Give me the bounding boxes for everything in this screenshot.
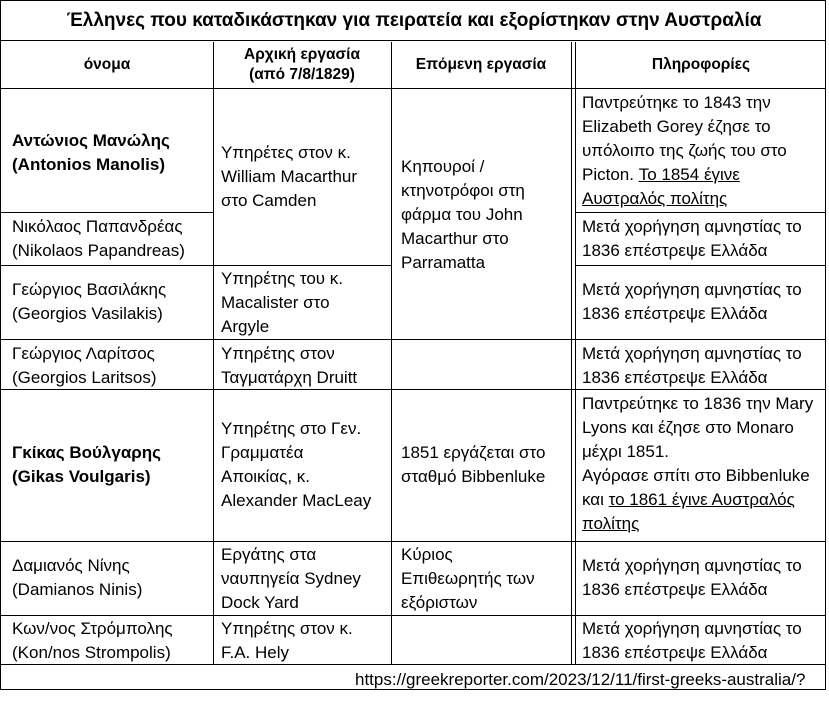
column-divider <box>575 42 576 665</box>
row1-citizenship-text: Το 1854 έγινε <box>638 165 740 184</box>
header-next-job: Επόμενη εργασία <box>415 56 547 73</box>
row1-info-line: Elizabeth Gorey έζησε το <box>582 117 771 136</box>
row4-initial-job-line: Υπηρέτης στον <box>221 344 335 363</box>
row5-info-line: μέχρι 1851. <box>582 442 670 461</box>
row7-name-latin: (Kon/nos Strompolis) <box>12 643 171 662</box>
header-name: όνομα <box>83 56 131 73</box>
row3-name-greek: Γεώργιος Βασιλάκης <box>12 280 167 299</box>
row6-next-job-line: Επιθεωρητής των <box>401 569 535 588</box>
row6-name-greek: Δαμιανός Νίνης <box>12 556 130 575</box>
row5-initial-job-line: Αποικίας, κ. <box>221 467 311 486</box>
row5-info-text: και <box>582 490 609 509</box>
column-divider <box>391 42 392 665</box>
row1-info-line: Παντρεύτηκε το 1843 την <box>582 93 771 112</box>
row7-initial-job-line: F.A. Hely <box>221 643 290 662</box>
row1-info-text: Picton. <box>582 165 639 184</box>
row3-initial-job-line: Argyle <box>221 317 270 336</box>
column-divider <box>213 42 214 665</box>
row5-initial-job-line: Alexander MacLeay <box>221 491 372 510</box>
column-divider <box>571 42 572 665</box>
row6-initial-job-line: ναυπηγεία Sydney <box>221 569 361 588</box>
row6-initial-job-line: Dock Yard <box>221 593 299 612</box>
row1-info-line4 <box>582 163 740 187</box>
row5-name-greek: Γκίκας Βούλγαρης <box>12 443 162 462</box>
row3-info-line: 1836 επέστρεψε Ελλάδα <box>582 304 768 323</box>
merged-next-job-line: κτηνοτρόφοι στη <box>401 181 525 200</box>
merged-initial-job-line: William Macarthur <box>221 167 358 186</box>
row6-info-line: 1836 επέστρεψε Ελλάδα <box>582 580 768 599</box>
row5-citizenship-text: πολίτης <box>582 514 640 533</box>
row4-info-line: 1836 επέστρεψε Ελλάδα <box>582 368 768 387</box>
row5-info-line: Παντρεύτηκε το 1836 την Mary <box>582 394 814 413</box>
row2-info-line: 1836 επέστρεψε Ελλάδα <box>582 241 768 260</box>
row5-name-latin: (Gikas Voulgaris) <box>12 467 151 486</box>
merged-next-job-line: Κηπουροί / <box>401 157 485 176</box>
row5-info-line: Lyons και έζησε στο Monaro <box>582 418 794 437</box>
row7-initial-job-line: Υπηρέτης στον κ. <box>221 619 353 638</box>
header-initial-job <box>213 42 391 88</box>
row2-info-line: Μετά χορήγηση αμνηστίας το <box>582 217 802 236</box>
row6-next-job-line: εξόριστων <box>401 593 478 612</box>
source-url: https://greekreporter.com/2023/12/11/first-greeks-australia/? <box>355 670 806 689</box>
row7-info-line: Μετά χορήγηση αμνηστίας το <box>582 619 802 638</box>
row-divider <box>1 541 826 542</box>
merged-initial-job-line: στο Camden <box>221 191 317 210</box>
row3-initial-job-line: Macalister στο <box>221 293 330 312</box>
merged-next-job-line: φάρμα του John <box>401 205 523 224</box>
row4-initial-job-line: Ταγματάρχη Druitt <box>221 368 358 387</box>
row5-info-line: Αγόρασε σπίτι στο Bibbenluke <box>582 466 810 485</box>
merged-next-job-line: Parramatta <box>401 253 486 272</box>
row1-name-greek: Αντώνιος Μανώλης <box>12 131 170 150</box>
row6-initial-job-line: Εργάτης στα <box>221 545 317 564</box>
row5-info-line5 <box>582 488 795 512</box>
row-divider <box>1 212 213 213</box>
row5-initial-job-line: Υπηρέτης στο Γεν. <box>221 419 362 438</box>
header-initial-job-line1: Αρχική εργασία <box>244 46 360 63</box>
row4-name-greek: Γεώργιος Λαρίτσος <box>12 344 155 363</box>
header-initial-job-line2: (από 7/8/1829) <box>249 66 355 83</box>
row5-next-job-line: 1851 εργάζεται στο <box>401 443 546 462</box>
header-info: Πληροφορίες <box>651 56 751 73</box>
row-divider <box>575 265 826 266</box>
row2-name-latin: (Nikolaos Papandreas) <box>12 241 185 260</box>
row5-initial-job-line: Γραμματέα <box>221 443 304 462</box>
merged-initial-job-line: Υπηρέτες στον κ. <box>221 143 351 162</box>
row6-name-latin: (Damianos Ninis) <box>12 580 143 599</box>
row3-name-latin: (Georgios Vasilakis) <box>12 304 163 323</box>
row1-name-latin: (Antonios Manolis) <box>12 155 165 174</box>
row6-next-job-line: Κύριος <box>401 545 453 564</box>
row-divider <box>1 265 391 266</box>
merged-next-job-line: Macarthur στο <box>401 229 509 248</box>
row3-info-line: Μετά χορήγηση αμνηστίας το <box>582 280 802 299</box>
row7-name-greek: Κων/νος Στρόμπολης <box>12 619 173 638</box>
row7-info-line: 1836 επέστρεψε Ελλάδα <box>582 643 768 662</box>
row4-name-latin: (Georgios Laritsos) <box>12 368 157 387</box>
table-title: Έλληνες που καταδικάστηκαν για πειρατεία και εξορίστηκαν στην Αυστραλία <box>1 1 826 41</box>
row-divider <box>575 212 826 213</box>
row4-info-line: Μετά χορήγηση αμνηστίας το <box>582 344 802 363</box>
row-divider <box>1 88 826 89</box>
row-divider <box>1 615 826 616</box>
row5-next-job-line: σταθμό Bibbenluke <box>401 467 546 486</box>
row5-citizenship-text: το 1861 έγινε Αυστραλός <box>608 490 795 509</box>
row1-info-line: υπόλοιπο της ζωής του στο <box>582 141 787 160</box>
row2-name-greek: Νικόλαος Παπανδρέας <box>12 217 183 236</box>
row-divider <box>1 339 826 340</box>
row1-citizenship-text: Αυστραλός πολίτης <box>582 189 728 208</box>
row6-info-line: Μετά χορήγηση αμνηστίας το <box>582 556 802 575</box>
row3-initial-job-line: Υπηρέτης του κ. <box>221 269 344 288</box>
